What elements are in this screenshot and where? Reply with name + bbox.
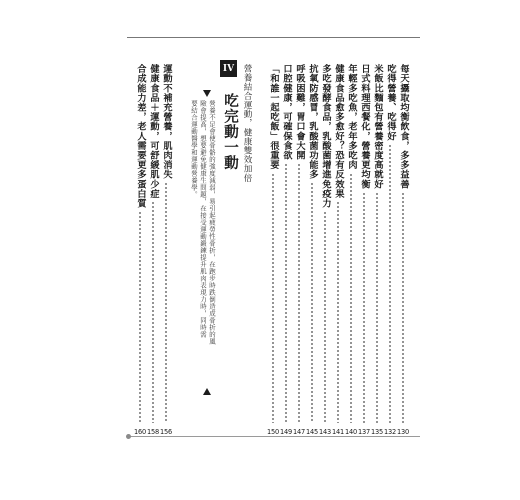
section-toc-entry[interactable] xyxy=(147,64,159,436)
toc-entry-page: 150 xyxy=(267,428,279,436)
toc-entry[interactable] xyxy=(397,64,409,436)
bottom-rule xyxy=(127,436,420,437)
dot-leader xyxy=(152,201,154,423)
toc-entry-page: 141 xyxy=(332,428,344,436)
dot-leader xyxy=(376,192,378,423)
dot-leader xyxy=(165,182,167,423)
toc-entry-title: 多吃發酵食品，乳酸菌增進免疫力 xyxy=(320,64,331,208)
toc-entry[interactable] xyxy=(384,64,396,436)
bottom-rule-dot xyxy=(126,434,131,439)
toc-entry-page: 135 xyxy=(371,428,383,436)
toc-entry[interactable] xyxy=(345,64,357,436)
section-number-badge: IV xyxy=(220,60,237,77)
toc-entry-title: 「和誰一起吃飯」很重要 xyxy=(268,64,279,170)
toc-entry-title: 吃得營養、吃得好 xyxy=(385,64,396,141)
toc-entry-page: 158 xyxy=(147,428,159,436)
toc-entry[interactable] xyxy=(332,64,344,436)
section-intro-line: 險會提高，想要避免健康生問題，在接受運動鍛鍊提升肌肉表現力時，同時需 xyxy=(199,100,207,338)
dot-leader xyxy=(402,192,404,423)
toc-entry-page: 156 xyxy=(160,428,172,436)
toc-entry[interactable] xyxy=(358,64,370,436)
toc-entry[interactable] xyxy=(267,64,279,436)
toc-entry-page: 130 xyxy=(397,428,409,436)
section-toc-entry[interactable] xyxy=(134,64,146,436)
toc-entry-title: 健康食品＋運動，可舒緩肌少症 xyxy=(148,64,159,199)
dot-leader xyxy=(139,211,141,423)
toc-entry[interactable] xyxy=(306,64,318,436)
toc-entry-page: 147 xyxy=(293,428,305,436)
toc-entry-title: 年輕多吃魚，老年多吃肉 xyxy=(346,64,357,170)
section-title: 吃完動一動 xyxy=(222,93,238,171)
toc-entry-title: 健康食品愈多愈好？恐有反效果 xyxy=(333,64,344,199)
section-toc-entry[interactable] xyxy=(160,64,172,436)
toc-entry-page: 137 xyxy=(358,428,370,436)
dot-leader xyxy=(272,173,274,423)
triangle-up-icon xyxy=(203,388,211,395)
dot-leader xyxy=(324,211,326,423)
toc-entry-page: 143 xyxy=(319,428,331,436)
toc-entry-title: 日式料理西餐化，營養更均衡 xyxy=(359,64,370,189)
dot-leader xyxy=(285,163,287,423)
toc-entry-title: 每天攝取均衡飲食，多多益善 xyxy=(398,64,409,189)
toc-entry[interactable] xyxy=(371,64,383,436)
toc-entry-title: 米飯比麵包有營養密度高就好 xyxy=(372,64,383,189)
triangle-down-icon xyxy=(203,90,211,97)
dot-leader xyxy=(350,173,352,423)
toc-entry-title: 抗氧防感冒，乳酸菌功能多 xyxy=(307,64,318,180)
dot-leader xyxy=(363,192,365,423)
dot-leader xyxy=(389,144,391,423)
toc-entry-page: 160 xyxy=(134,428,146,436)
toc-entry-page: 145 xyxy=(306,428,318,436)
section-intro-line: 營養不足會使骨骼的強度減弱，易引起疲勞性骨折，在跑步時跌倒造成骨折的風 xyxy=(208,100,216,345)
dot-leader xyxy=(337,201,339,423)
top-rule xyxy=(127,37,420,38)
toc-entry-title: 運動不補充營養，肌肉消失 xyxy=(161,64,172,180)
toc-entry[interactable] xyxy=(319,64,331,436)
toc-entry[interactable] xyxy=(280,64,292,436)
dot-leader xyxy=(311,182,313,423)
toc-entry-page: 132 xyxy=(384,428,396,436)
toc-entry[interactable] xyxy=(293,64,305,436)
toc-entry-page: 140 xyxy=(345,428,357,436)
toc-entry-page: 149 xyxy=(280,428,292,436)
toc-entry-title: 口腔健康，可確保食欲 xyxy=(281,64,292,160)
section-intro-line: 要結合運動醫學和運動營養學。 xyxy=(190,100,198,198)
dot-leader xyxy=(298,163,300,423)
toc-entry-title: 合成能力差，老人需要更多蛋白質 xyxy=(135,64,146,208)
toc-entry-title: 呼吸困難，胃口會大開 xyxy=(294,64,305,160)
section-subtitle: 營養結合運動，健康雙效加倍 xyxy=(242,64,252,183)
